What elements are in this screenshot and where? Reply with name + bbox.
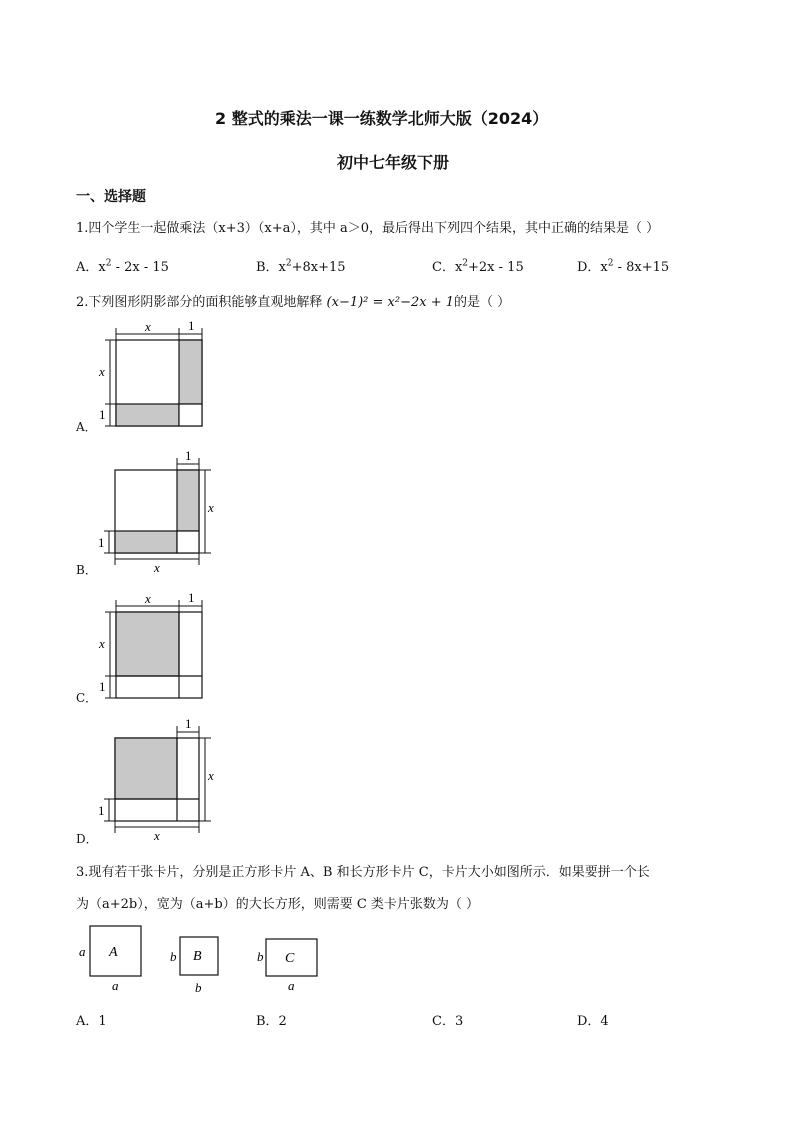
fig-b-top-1: 1 — [185, 450, 192, 463]
card-a-name: A — [109, 945, 118, 960]
fig-a-shade-bottom — [116, 404, 179, 426]
q1-option-a-prefix: A．x — [76, 260, 106, 275]
card-c-name: C — [285, 951, 295, 966]
q1-option-a[interactable] — [76, 256, 169, 275]
question-3-stem-line2: 为（a+2b），宽为（a+b）的大长方形，则需要 C 类卡片张数为（ ） — [76, 897, 480, 912]
q3-option-c[interactable]: C．3 — [432, 1014, 464, 1029]
q1-option-a-rest: - 2x - 15 — [111, 260, 169, 275]
q3-cards-figure — [76, 920, 346, 995]
fig-a-left-1: 1 — [99, 407, 106, 422]
fig-b-right-x: x — [208, 500, 214, 515]
page-subtitle: 初中七年级下册 — [337, 153, 450, 172]
section-heading: 一、选择题 — [76, 189, 146, 205]
card-a-side: a — [79, 944, 86, 959]
fig-a-shade-right — [179, 340, 202, 404]
fig-c-shade-square — [116, 612, 179, 676]
fig-a-top-x: x — [145, 319, 151, 334]
q1-option-b-prefix: B．x — [256, 260, 286, 275]
fig-b-bottom-x: x — [154, 560, 160, 575]
card-c-bottom: a — [288, 978, 295, 993]
card-b-side: b — [170, 949, 177, 964]
fig-c-left-x: x — [99, 636, 105, 651]
card-a-bottom: a — [112, 978, 119, 993]
q2-figure-d — [95, 718, 225, 843]
q1-option-d-prefix: D．x — [577, 260, 608, 275]
q3-option-b[interactable]: B．2 — [256, 1014, 287, 1029]
q1-option-c-rest: +2x - 15 — [468, 260, 524, 275]
q1-option-b[interactable] — [256, 256, 346, 275]
q1-option-b-sup: 2 — [285, 258, 292, 269]
q1-option-d-rest: - 8x+15 — [613, 260, 670, 275]
fig-d-shade-square — [115, 738, 177, 799]
fig-b-corner — [177, 531, 199, 553]
fig-c-top-1: 1 — [188, 590, 195, 605]
q2-figure-c — [95, 590, 215, 705]
fig-b-shade-right — [177, 470, 199, 531]
card-b-name: B — [193, 949, 202, 964]
page-title: 2 整式的乘法一课一练数学北师大版（2024） — [215, 109, 549, 128]
q3-option-a[interactable]: A．1 — [76, 1014, 107, 1029]
fig-b-shade-bottom — [115, 531, 177, 553]
fig-d-left-1: 1 — [98, 803, 105, 818]
fig-a-corner — [179, 404, 202, 426]
q2-figure-a — [95, 318, 215, 433]
q1-option-c[interactable] — [432, 256, 524, 275]
card-c-side: b — [257, 949, 264, 964]
q1-option-c-prefix: C．x — [432, 260, 463, 275]
fig-a-left-x: x — [99, 364, 105, 379]
fig-d-top-1: 1 — [185, 718, 192, 731]
q1-option-d-sup: 2 — [607, 258, 614, 269]
question-1-stem: 1.四个学生一起做乘法（x+3）（x+a），其中 a＞0，最后得出下列四个结果，其中正确的结果是（ ） — [76, 221, 660, 236]
q3-option-d[interactable]: D．4 — [577, 1014, 609, 1029]
fig-b-left-1: 1 — [98, 535, 105, 550]
question-3-stem-line1: 3.现有若干张卡片，分别是正方形卡片 A、B 和长方形卡片 C，卡片大小如图所示．如果要拼一个长 — [76, 865, 650, 880]
q2-formula: (x−1)² = x²−2x + 1 — [326, 295, 455, 310]
card-b-bottom: b — [195, 980, 202, 995]
fig-d-right-x: x — [208, 768, 214, 783]
question-2-stem — [76, 291, 510, 310]
q2-stem-a: 2.下列图形阴影部分的面积能够直观地解释 — [76, 295, 327, 310]
q1-option-a-sup: 2 — [105, 258, 112, 269]
q2-label-c[interactable]: C． — [76, 691, 98, 705]
fig-c-top-x: x — [145, 591, 151, 606]
q1-option-d[interactable] — [577, 256, 669, 275]
fig-a-top-1: 1 — [188, 318, 195, 333]
q1-option-c-sup: 2 — [462, 258, 469, 269]
q1-option-b-rest: +8x+15 — [291, 260, 346, 275]
q2-label-b[interactable]: B． — [76, 563, 97, 577]
q2-label-a[interactable]: A． — [76, 420, 97, 434]
q2-stem-b: 的是（ ） — [454, 295, 511, 310]
fig-d-bottom-x: x — [154, 828, 160, 843]
q2-label-d[interactable]: D． — [76, 832, 98, 846]
fig-c-left-1: 1 — [99, 679, 106, 694]
q2-figure-b — [95, 450, 225, 575]
